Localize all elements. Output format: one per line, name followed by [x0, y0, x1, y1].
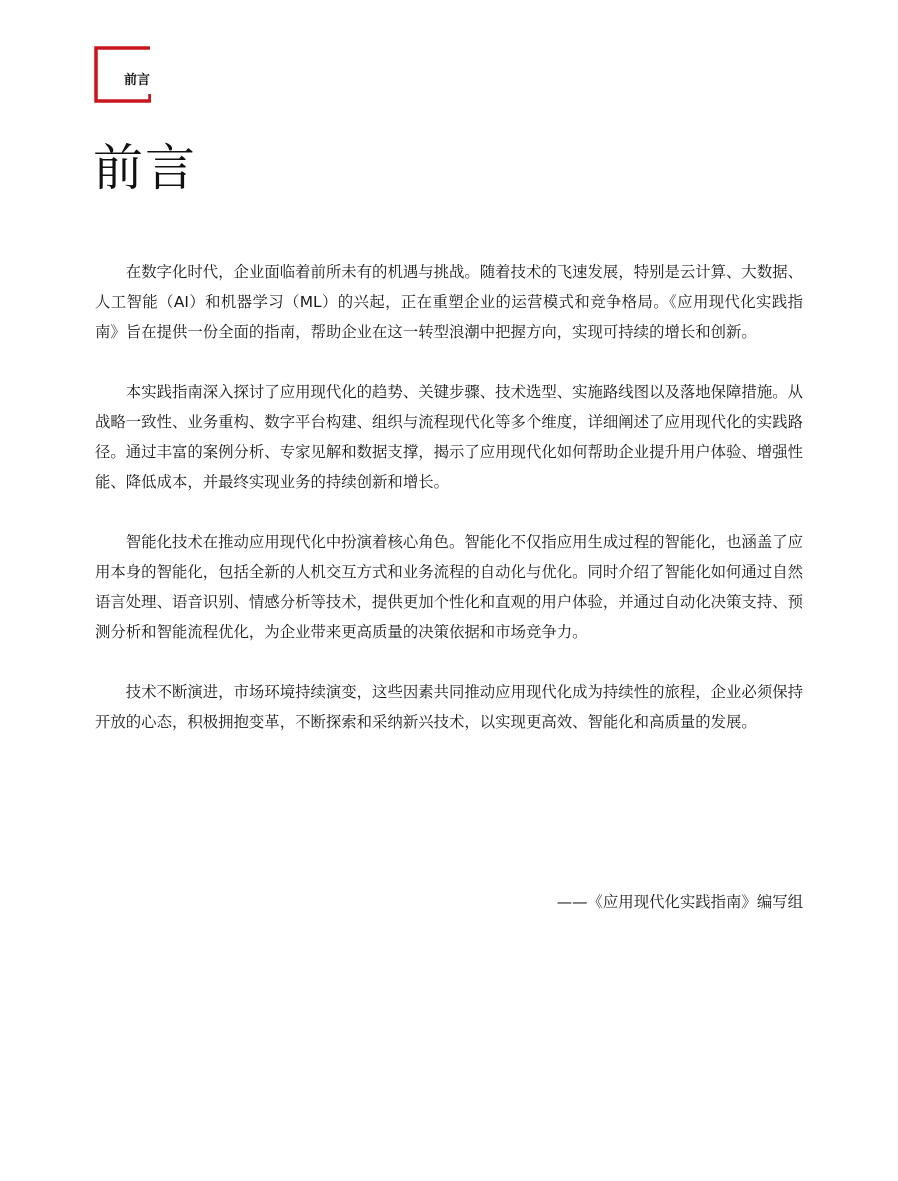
- badge-label: 前言: [124, 73, 151, 88]
- body-text: [95, 257, 803, 767]
- signature: ——《应用现代化实践指南》编写组: [556, 893, 803, 911]
- paragraph: 在数字化时代，企业面临着前所未有的机遇与挑战。随着技术的飞速发展，特别是云计算、大数据、人工智能（AI）和机器学习（ML）的兴起，正在重塑企业的运营模式和竞争格局。《应用现代化实践指南》旨在提供一份全面的指南，帮助企业在这一转型浪潮中把握方向，实现可持续的增长和创新。: [95, 263, 803, 341]
- paragraph: 智能化技术在推动应用现代化中扮演着核心角色。智能化不仅指应用生成过程的智能化，也涵盖了应用本身的智能化，包括全新的人机交互方式和业务流程的自动化与优化。同时介绍了智能化如何通过自然语言处理、语音识别、情感分析等技术，提供更加个性化和直观的用户体验，并通过自动化决策支持、预测分析和智能流程优化，为企业带来更高质量的决策依据和市场竞争力。: [95, 533, 803, 641]
- section-badge: [94, 46, 151, 103]
- paragraph: 技术不断演进，市场环境持续演变，这些因素共同推动应用现代化成为持续性的旅程，企业必须保持开放的心态，积极拥抱变革，不断探索和采纳新兴技术，以实现更高效、智能化和高质量的发展。: [95, 683, 803, 731]
- paragraph: 本实践指南深入探讨了应用现代化的趋势、关键步骤、技术选型、实施路线图以及落地保障措施。从战略一致性、业务重构、数字平台构建、组织与流程现代化等多个维度，详细阐述了应用现代化的实践路径。通过丰富的案例分析、专家见解和数据支撑，揭示了应用现代化如何帮助企业提升用户体验、增强性能、降低成本，并最终实现业务的持续创新和增长。: [95, 383, 803, 491]
- page-title: 前言: [93, 139, 197, 197]
